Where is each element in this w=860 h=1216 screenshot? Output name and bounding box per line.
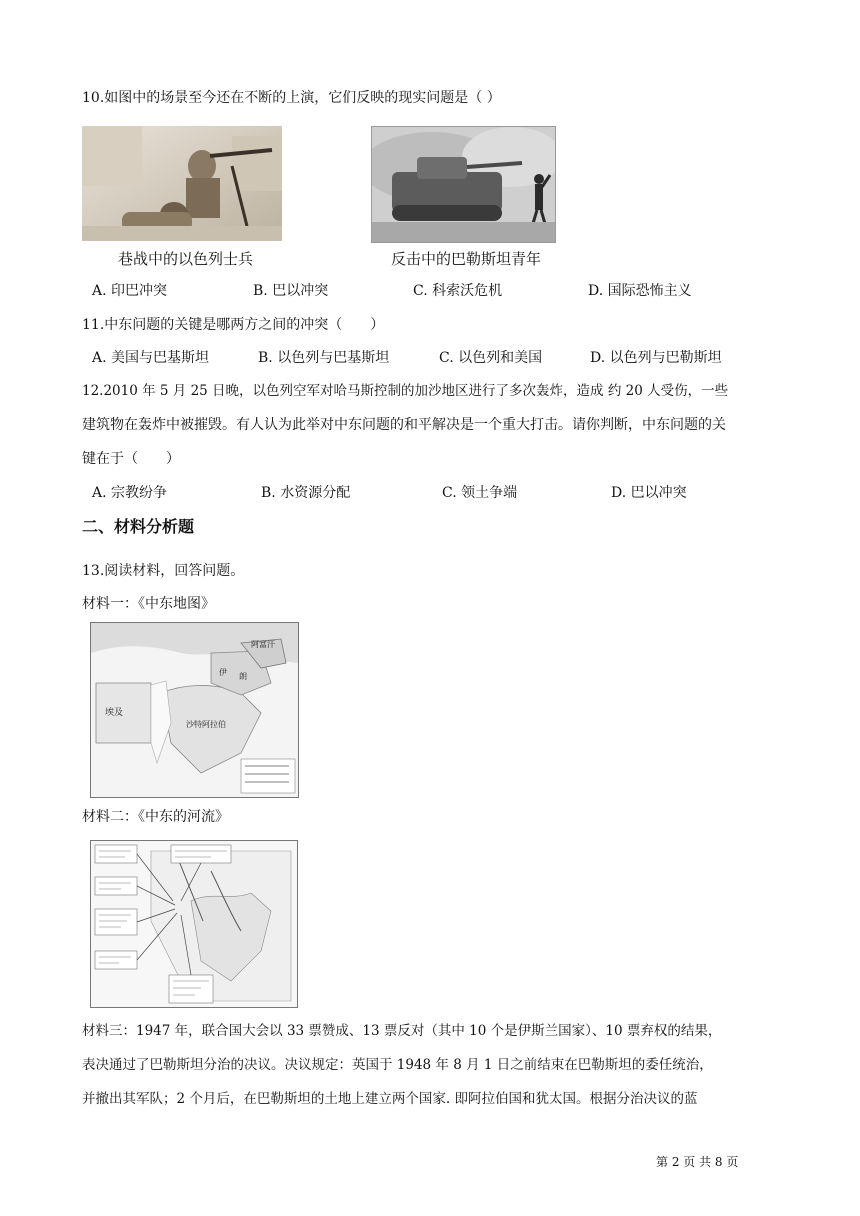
q10-option-a[interactable]: A. 印巴冲突 xyxy=(92,283,168,299)
q11-option-a[interactable]: A. 美国与巴基斯坦 xyxy=(92,350,210,366)
middle-east-map xyxy=(90,622,299,798)
q12-stem-line3: 键在于（ ） xyxy=(82,451,180,467)
q12-stem-line1: 12.2010 年 5 月 25 日晚，以色列空军对哈马斯控制的加沙地区进行了多次轰炸，造成 约 20 人受伤，一些 xyxy=(82,383,729,399)
q12-stem-line2: 建筑物在轰炸中被摧毁。有人认为此举对中东问题的和平解决是一个重大打击。请你判断，中东问题的关 xyxy=(82,417,726,433)
callout-box xyxy=(95,845,137,863)
caption-palestinian-youth: 反击中的巴勒斯坦青年 xyxy=(391,250,542,268)
q12-option-b[interactable]: B. 水资源分配 xyxy=(261,485,351,501)
q10-stem: 10.如图中的场景至今还在不断的上演，它们反映的现实问题是（ ） xyxy=(82,90,501,106)
material3-line2: 表决通过了巴勒斯坦分治的决议。决议规定：英国于 1948 年 8 月 1 日之前结束在巴勒斯坦的委任统治， xyxy=(82,1057,713,1073)
callout-box xyxy=(95,877,137,895)
q13-stem: 13.阅读材料，回答问题。 xyxy=(82,563,245,579)
q12-option-d[interactable]: D. 巴以冲突 xyxy=(611,485,687,501)
map-legend xyxy=(241,759,295,793)
section-title: 二、材料分析题 xyxy=(82,517,195,536)
callout-box xyxy=(95,909,137,935)
q12-option-a[interactable]: A. 宗教纷争 xyxy=(92,485,168,501)
material3-line3: 并撤出其军队；2 个月后，在巴勒斯坦的土地上建立两个国家. 即阿拉伯国和犹太国。根据分治决议的蓝 xyxy=(82,1091,698,1107)
material1-label: 材料一：《中东地图》 xyxy=(82,596,215,612)
q12-options xyxy=(92,483,792,503)
map-label-iran-2: 朗 xyxy=(239,672,247,681)
callout-box xyxy=(95,951,137,969)
q11-options xyxy=(92,348,792,368)
q10-option-d[interactable]: D. 国际恐怖主义 xyxy=(588,283,692,299)
middle-east-rivers-map xyxy=(90,840,298,1008)
q11-option-b[interactable]: B. 以色列与巴基斯坦 xyxy=(258,350,390,366)
israeli-soldiers-photo xyxy=(82,126,282,241)
material2-label: 材料二：《中东的河流》 xyxy=(82,809,229,825)
map-label-iran-1: 伊 xyxy=(219,668,227,677)
palestinian-youth-photo xyxy=(371,126,556,243)
page-number: 第 2 页 共 8 页 xyxy=(656,1155,739,1169)
q10-option-b[interactable]: B. 巴以冲突 xyxy=(253,283,329,299)
material3-line1: 材料三：1947 年，联合国大会以 33 票赞成、13 票反对（其中 10 个是伊斯兰国家）、10 票弃权的结果， xyxy=(82,1023,722,1039)
q10-options xyxy=(92,281,792,301)
q10-option-c[interactable]: C. 科索沃危机 xyxy=(413,283,503,299)
q11-option-d[interactable]: D. 以色列与巴勒斯坦 xyxy=(590,350,722,366)
q12-option-c[interactable]: C. 领土争端 xyxy=(442,485,518,501)
map-label-egypt: 埃及 xyxy=(105,708,124,718)
q11-option-c[interactable]: C. 以色列和美国 xyxy=(439,350,543,366)
q11-stem: 11.中东问题的关键是哪两方之间的冲突（ ） xyxy=(82,317,385,333)
map-label-afghanistan: 阿富汗 xyxy=(251,640,275,649)
caption-israeli-soldiers: 巷战中的以色列士兵 xyxy=(118,250,254,268)
map-label-saudi-arabia: 沙特阿拉伯 xyxy=(186,720,226,729)
callout-box xyxy=(171,845,231,863)
callout-box xyxy=(169,975,213,1003)
